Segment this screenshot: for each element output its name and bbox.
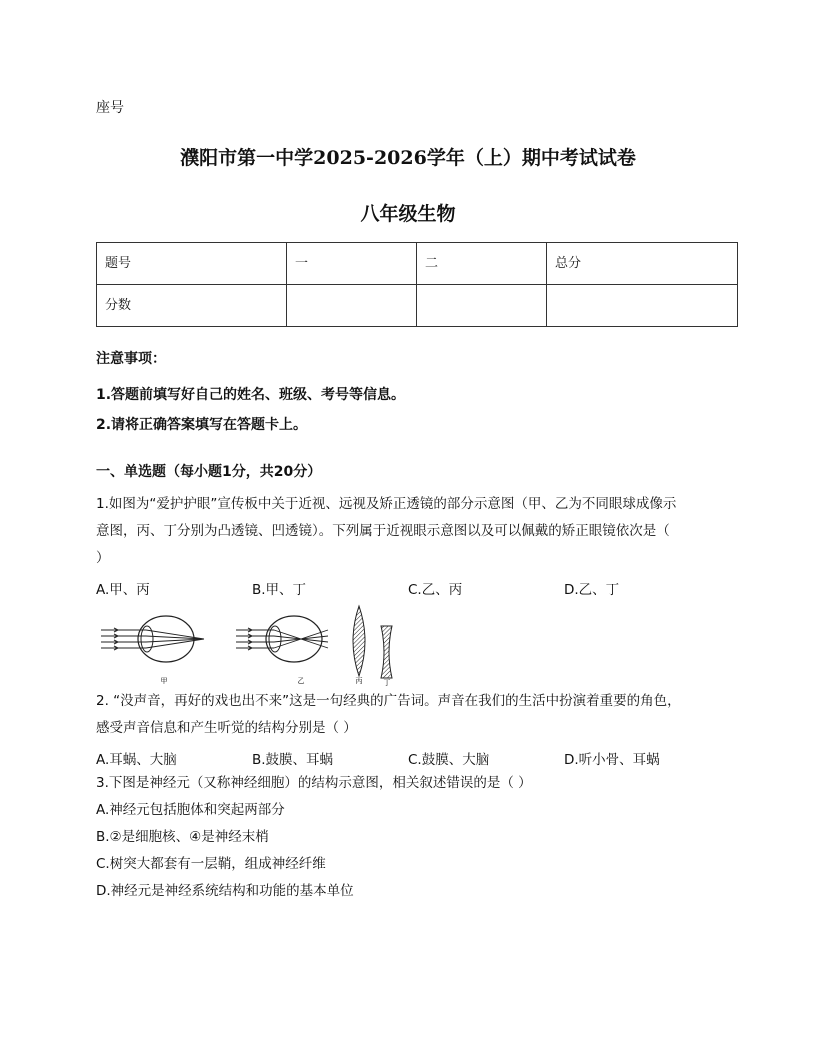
question-3 <box>96 770 736 905</box>
option-d[interactable]: D.听小骨、耳蜗 <box>564 752 660 768</box>
score-table-header-row <box>97 243 738 285</box>
score-table <box>96 242 738 327</box>
option-d[interactable]: D.乙、丁 <box>564 582 620 598</box>
exam-subtitle: 八年级生物 <box>360 203 456 225</box>
option-b[interactable]: B.甲、丁 <box>252 582 307 598</box>
option-d[interactable]: D.神经元是神经系统结构和功能的基本单位 <box>96 883 354 899</box>
figure-label: 甲 <box>160 677 168 685</box>
option-a[interactable]: A.甲、丙 <box>96 582 150 598</box>
figure-label: 丙 <box>355 677 363 685</box>
table-cell: 分数 <box>97 285 287 327</box>
question-text-line: 3.下图是神经元（又称神经细胞）的结构示意图，相关叙述错误的是（ ） <box>96 775 532 791</box>
figure-label: 乙 <box>297 677 305 685</box>
note-item: 1.答题前填写好自己的姓名、班级、考号等信息。 <box>96 387 406 403</box>
score-input-cell[interactable] <box>547 285 738 327</box>
convex-lens-bing <box>353 606 365 685</box>
eye-diagram-jia <box>101 616 204 685</box>
table-cell: 总分 <box>547 243 738 285</box>
table-cell: 一 <box>287 243 417 285</box>
question-text-line: ） <box>96 550 110 566</box>
question-text-line: 意图，丙、丁分别为凸透镜、凹透镜）。下列属于近视眼示意图以及可以佩戴的矫正眼镜依次是（ <box>96 523 670 539</box>
score-input-cell[interactable] <box>417 285 547 327</box>
figure-label: 丁 <box>383 679 391 686</box>
note-item: 2.请将正确答案填写在答题卡上。 <box>96 417 308 433</box>
question-text-line: 2. “没声音，再好的戏也出不来”这是一句经典的广告词。声音在我们的生活中扮演着重要的角色， <box>96 693 681 709</box>
eye-diagram-yi <box>236 616 328 685</box>
table-cell: 题号 <box>97 243 287 285</box>
option-c[interactable]: C.鼓膜、大脑 <box>408 752 490 768</box>
score-table-score-row <box>97 285 738 327</box>
exam-title: 濮阳市第一中学2025-2026学年（上）期中考试试卷 <box>180 147 636 169</box>
score-input-cell[interactable] <box>287 285 417 327</box>
concave-lens-ding <box>381 626 392 686</box>
question-text-line: 感受声音信息和产生听觉的结构分别是（ ） <box>96 720 357 736</box>
notes-heading: 注意事项： <box>96 351 166 367</box>
seat-number-label: 座号 <box>96 100 124 116</box>
option-c[interactable]: C.树突大都套有一层鞘，组成神经纤维 <box>96 856 326 872</box>
eye-lens-figure <box>96 604 426 686</box>
question-text-line: 1.如图为“爱护护眼”宣传板中关于近视、远视及矫正透镜的部分示意图（甲、乙为不同眼球成像示 <box>96 496 677 512</box>
question-1 <box>96 491 736 572</box>
option-c[interactable]: C.乙、丙 <box>408 582 463 598</box>
question-2 <box>96 688 736 742</box>
option-b[interactable]: B.②是细胞核、④是神经末梢 <box>96 829 269 845</box>
table-cell: 二 <box>417 243 547 285</box>
option-b[interactable]: B.鼓膜、耳蜗 <box>252 752 334 768</box>
section-heading: 一、单选题（每小题1分，共20分） <box>96 464 322 480</box>
option-a[interactable]: A.神经元包括胞体和突起两部分 <box>96 802 285 818</box>
option-a[interactable]: A.耳蜗、大脑 <box>96 752 177 768</box>
